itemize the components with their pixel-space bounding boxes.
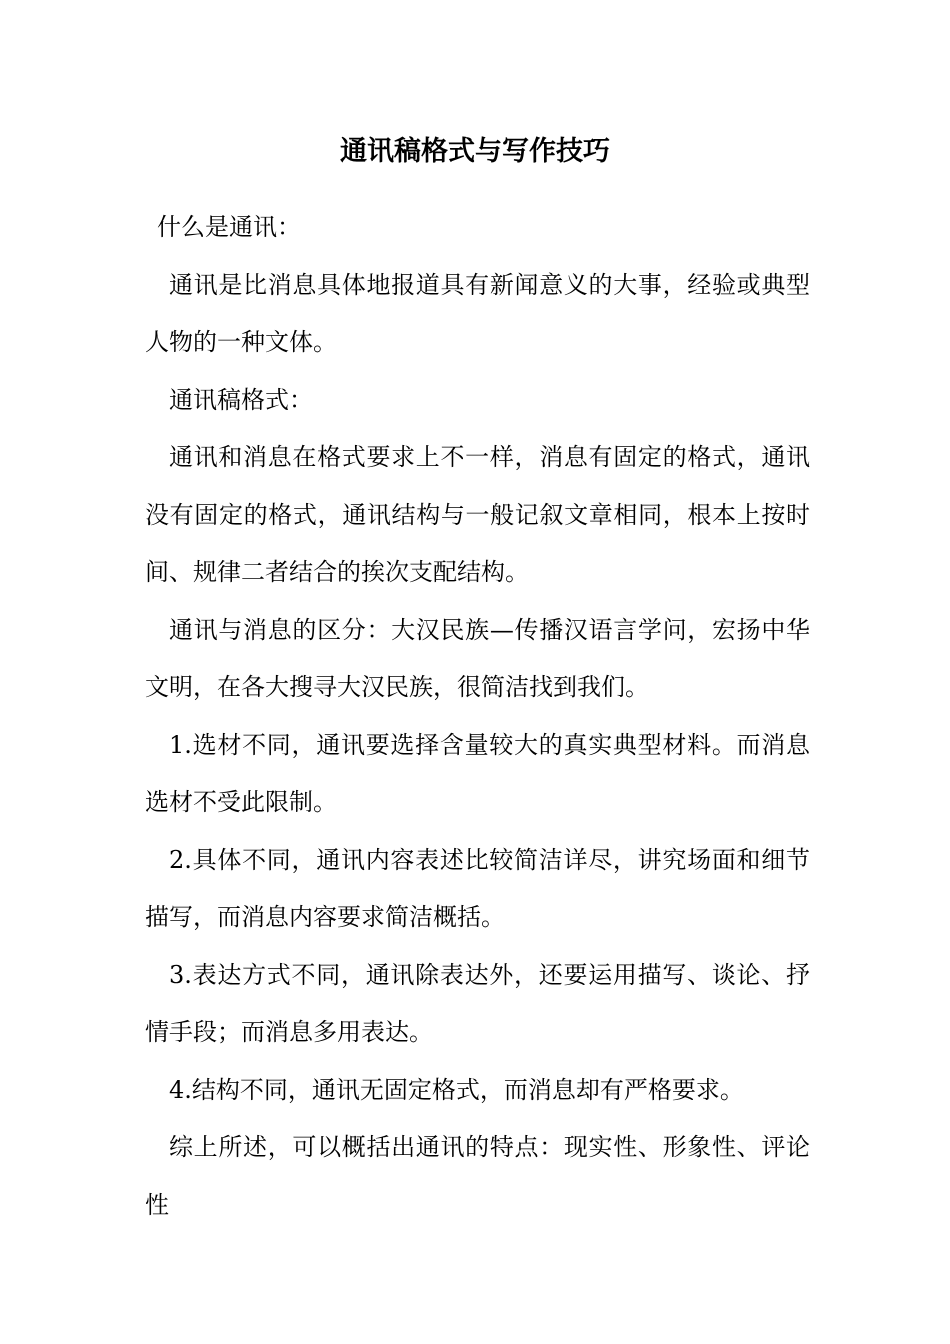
paragraph-difference-3: 3.表达方式不同，通讯除表达外，还要运用描写、谈论、抒情手段；而消息多用表达。 xyxy=(145,960,810,1046)
paragraph-summary: 综上所述，可以概括出通讯的特点：现实性、形象性、评论性 xyxy=(145,1133,810,1219)
paragraph-difference-2: 2.具体不同，通讯内容表述比较简洁详尽，讲究场面和细节描写，而消息内容要求简洁概括。 xyxy=(145,845,810,931)
paragraph-definition: 通讯是比消息具体地报道具有新闻意义的大事，经验或典型人物的一种文体。 xyxy=(145,270,810,356)
paragraph-difference-1: 1.选材不同，通讯要选择含量较大的真实典型材料。而消息选材不受此限制。 xyxy=(145,730,810,816)
document-body xyxy=(145,199,810,1234)
paragraph-difference-intro: 通讯与消息的区分：大汉民族—传播汉语言学问，宏扬中华文明，在各大搜寻大汉民族，很简洁找到我们。 xyxy=(145,615,810,701)
paragraph-format-heading: 通讯稿格式： xyxy=(169,385,313,414)
paragraph-what-is-tongxun-heading: 什么是通讯： xyxy=(157,213,301,241)
document-title: 通讯稿格式与写作技巧 xyxy=(340,136,610,167)
paragraph-difference-4: 4.结构不同，通讯无固定格式，而消息却有严格要求。 xyxy=(169,1075,744,1104)
paragraph-format-description: 通讯和消息在格式要求上不一样，消息有固定的格式，通讯没有固定的格式，通讯结构与一般记叙文章相同，根本上按时间、规律二者结合的挨次支配结构。 xyxy=(145,443,810,586)
